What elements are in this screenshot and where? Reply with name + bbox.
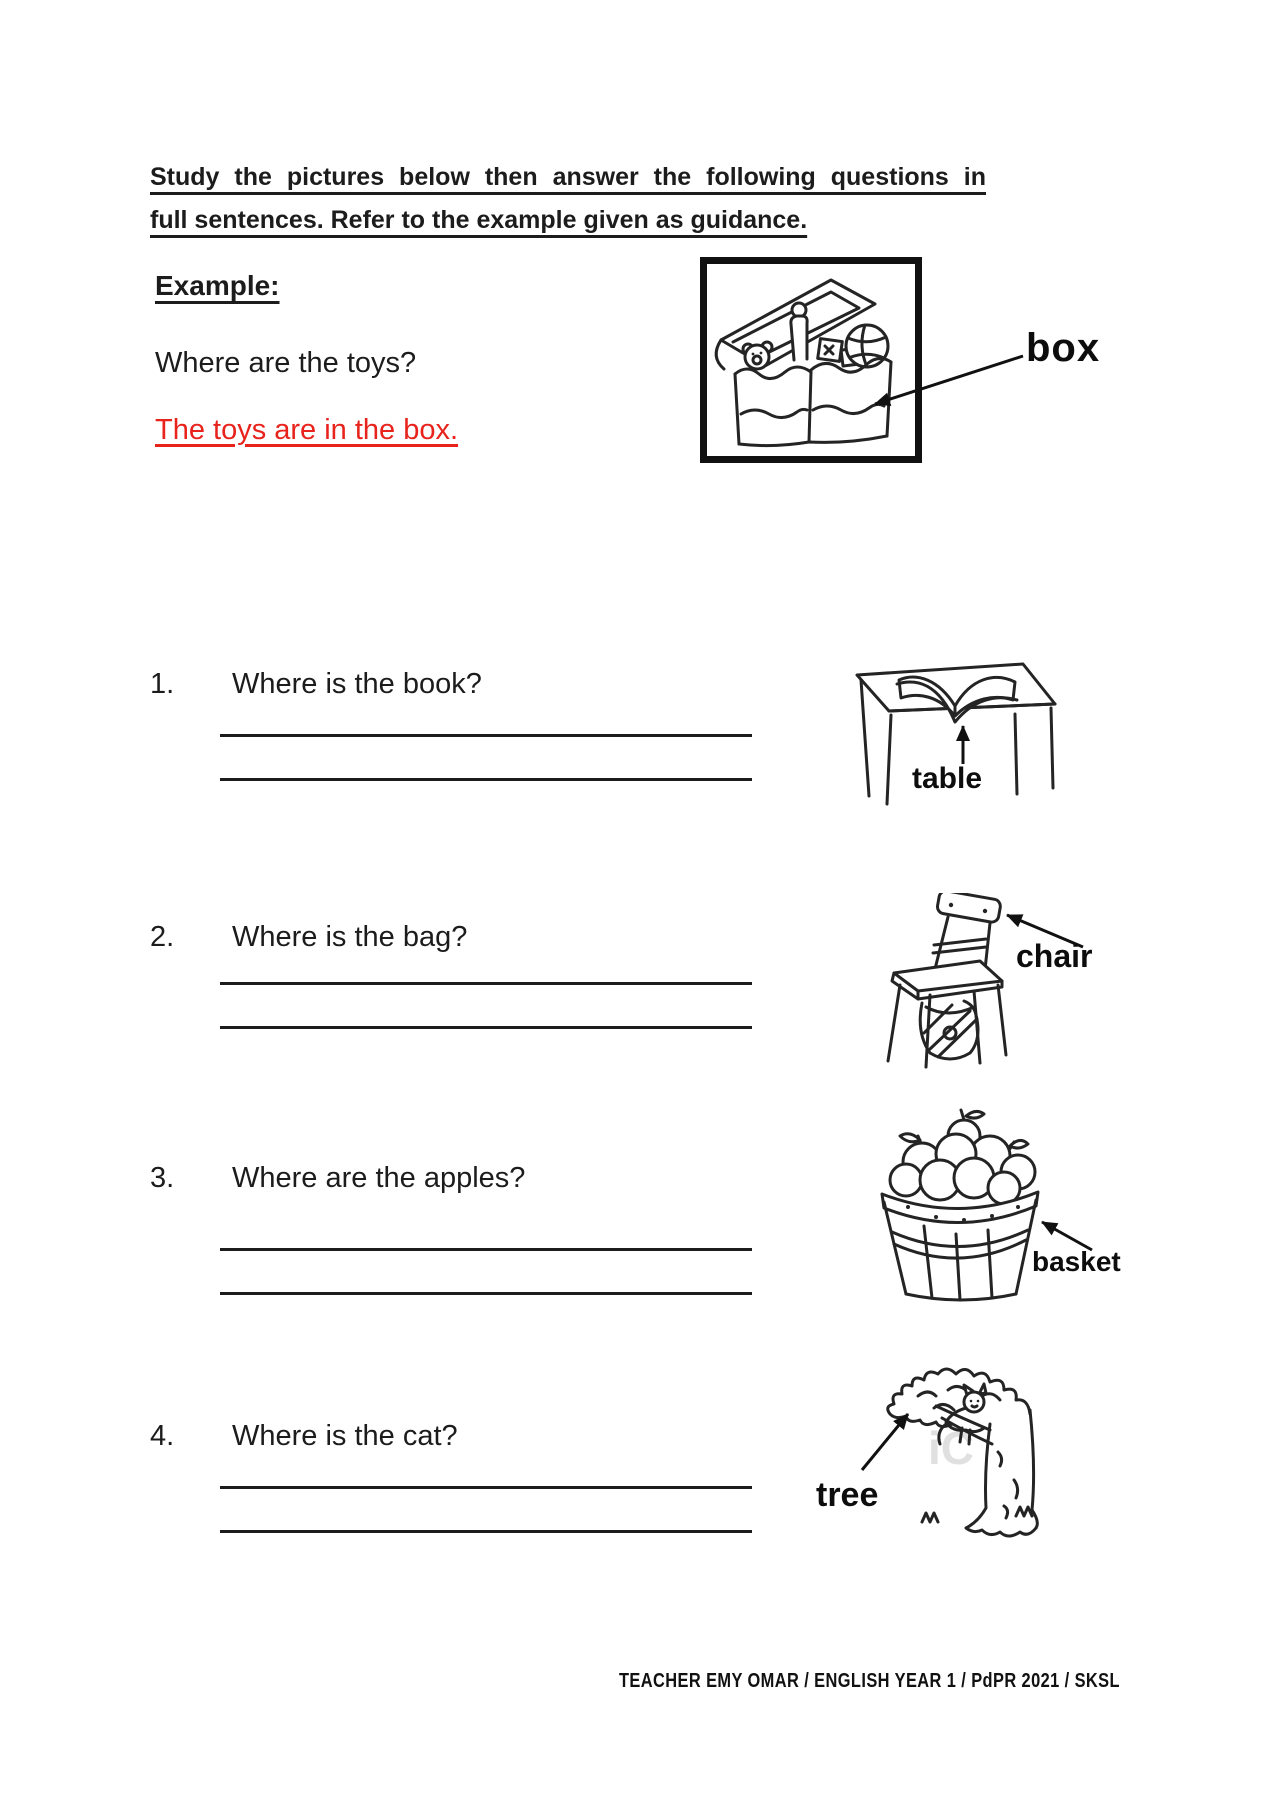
answer-line	[220, 778, 752, 781]
chair-label: chair	[1016, 938, 1093, 974]
example-answer: The toys are in the box.	[155, 414, 459, 446]
answer-line	[220, 1248, 752, 1251]
question-4-text: Where is the cat?	[232, 1420, 458, 1452]
instructions-line1: Study the pictures below then answer the following questions in	[150, 163, 986, 191]
question-1-text: Where is the book?	[232, 668, 482, 700]
question-1-number: 1.	[150, 668, 175, 700]
answer-line	[220, 1026, 752, 1029]
answer-line	[220, 1486, 752, 1489]
question-2-number: 2.	[150, 921, 175, 953]
footer-credit: TEACHER EMY OMAR / ENGLISH YEAR 1 / PdPR 2021 / SKSL	[619, 1670, 1120, 1692]
answer-line	[220, 734, 752, 737]
example-heading: Example:	[155, 270, 280, 301]
tree-arrow	[852, 1398, 926, 1478]
basket-label: basket	[1032, 1246, 1121, 1277]
tree-label: tree	[816, 1476, 879, 1514]
example-question: Where are the toys?	[155, 347, 417, 379]
watermark: iC	[928, 1422, 974, 1474]
apples-in-basket-image	[876, 1108, 1044, 1304]
question-3-text: Where are the apples?	[232, 1162, 526, 1194]
answer-line	[220, 1292, 752, 1295]
instructions-line2: full sentences. Refer to the example given as guidance.	[150, 206, 808, 234]
table-label: table	[912, 762, 983, 795]
question-2-text: Where is the bag?	[232, 921, 468, 953]
answer-line	[220, 1530, 752, 1533]
question-3-number: 3.	[150, 1162, 175, 1194]
box-label: box	[1026, 326, 1101, 370]
instructions	[150, 156, 986, 242]
question-4-number: 4.	[150, 1420, 175, 1452]
bag-under-chair-image	[878, 893, 1010, 1073]
box-arrow	[853, 348, 1033, 420]
answer-line	[220, 982, 752, 985]
